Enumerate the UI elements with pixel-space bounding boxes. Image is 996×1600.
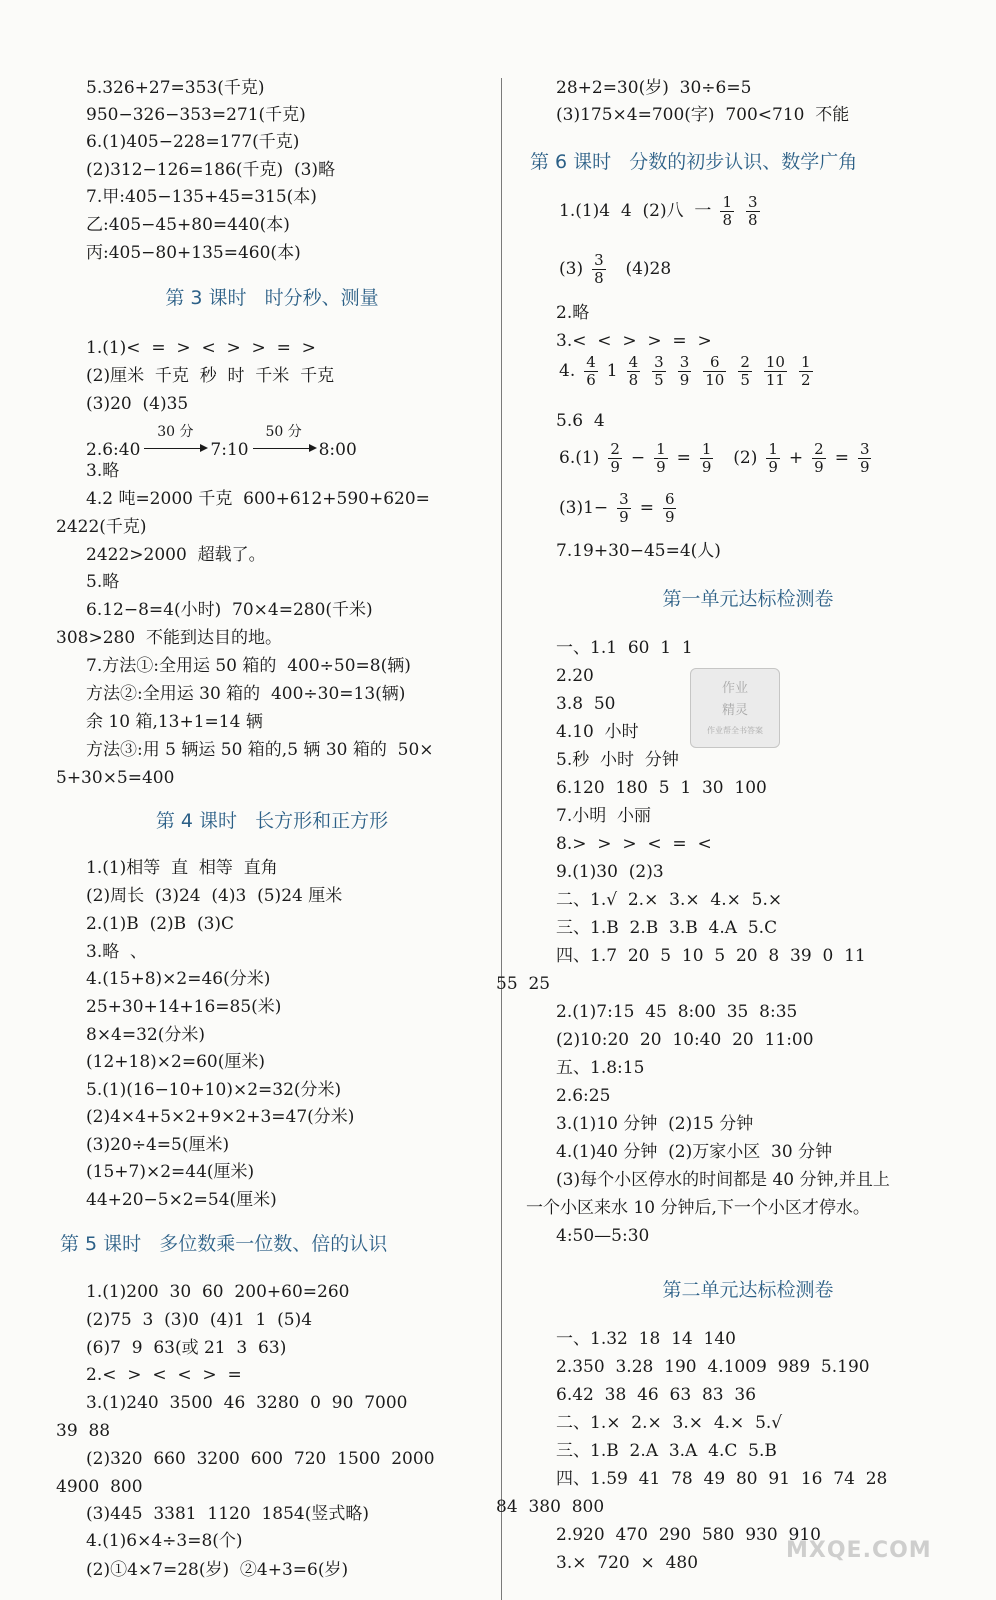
answer-line: 1.(1)< = > < > > = > [86,338,316,358]
answer-line: 3.略 [86,461,120,481]
fraction-numerator: 3 [859,440,870,458]
answer-line: 44+20−5×2=54(厘米) [86,1190,277,1210]
section-heading: 第 5 课时 多位数乘一位数、倍的认识 [60,1233,388,1255]
fraction-denominator: 9 [656,457,666,476]
answer-line: 2.略 [556,303,590,323]
answer-line: 6.(1)405−228=177(千克) [86,132,300,152]
fraction [703,354,726,388]
answer-line: 五、1.8:15 [556,1058,645,1078]
fraction-denominator: 5 [740,370,750,389]
answer-text: (4)28 [614,258,672,279]
answer-line: 308>280 不能到达目的地。 [56,628,282,648]
fraction-denominator: 9 [679,370,690,389]
answer-line-fractions [556,441,877,475]
section-heading: 第 3 课时 时分秒、测量 [165,287,379,309]
fraction [654,441,668,475]
fraction [700,441,714,475]
fraction [764,354,787,388]
answer-line: 6.42 38 46 63 83 36 [556,1385,757,1405]
publisher-stamp [690,668,780,748]
fraction-numerator: 4 [628,353,639,371]
fraction-numerator: 1 [701,440,712,458]
answer-line: 二、1.√ 2.× 3.× 4.× 5.× [556,890,783,910]
fraction-numerator: 1 [768,440,778,458]
answer-line: 一个小区来水 10 分钟后,下一个小区才停水。 [526,1198,870,1218]
fraction-numerator: 3 [619,490,629,508]
answer-line: (3)每个小区停水的时间都是 40 分钟,并且上 [556,1170,890,1190]
fraction [608,441,622,475]
answer-line: 余 10 箱,13+1=14 辆 [86,712,263,732]
answer-line: 四、1.7 20 5 10 5 20 8 39 0 11 [556,946,866,966]
answer-text: = [676,447,691,468]
answer-line: 6.12−8=4(小时) 70×4=280(千米) [86,600,373,620]
fraction-denominator: 9 [619,507,629,526]
answer-line: 28+2=30(岁) 30÷6=5 [556,78,752,98]
fraction-denominator: 8 [594,268,604,287]
answer-line: 2422>2000 超载了。 [86,545,266,565]
answer-line: 3.8 50 [556,694,616,714]
fraction-numerator: 1 [656,440,666,458]
fraction [720,194,734,228]
answer-line: 7.小明 小丽 [556,806,652,826]
answer-line: 4.2 吨=2000 千克 600+612+590+620= [86,489,430,509]
arrow-30-min [142,424,208,455]
answer-line: 方法③:用 5 辆运 50 箱的,5 辆 30 箱的 50× [86,740,434,760]
arrow-label: 30 分 [157,424,194,440]
section-heading: 第 4 课时 长方形和正方形 [155,810,389,832]
fraction-denominator: 9 [814,457,824,476]
fraction [652,354,666,388]
answer-line: 7.甲:405−135+45=315(本) [86,187,317,207]
answer-line: 84 380 800 [496,1497,605,1517]
answer-text: − [630,447,646,468]
fraction-denominator: 9 [664,507,675,526]
fraction-denominator: 10 [705,370,725,389]
answer-line: 2.20 [556,666,594,686]
answer-line: (2)312−126=186(千克) (3)略 [86,160,336,180]
answer-line: 9.(1)30 (2)3 [556,862,664,882]
answer-line: (3)20÷4=5(厘米) [86,1135,230,1155]
stamp-line-1: 作业 [721,681,748,696]
arrow-label: 50 分 [265,424,302,440]
answer-line: 三、1.B 2.A 3.A 4.C 5.B [556,1441,777,1461]
answer-text: 4. [559,360,576,381]
answer-line: 4900 800 [56,1477,143,1497]
answer-line: 4:50—5:30 [556,1226,650,1246]
arrow-shaft [144,448,202,449]
fraction-denominator: 8 [628,370,639,389]
answer-text: (2) [722,447,758,468]
answer-line: 二、1.× 2.× 3.× 4.× 5.√ [556,1413,783,1433]
fraction [766,441,780,475]
section-heading: 第二单元达标检测卷 [662,1279,834,1301]
fraction-denominator: 9 [701,457,712,476]
answer-line: 8×4=32(分米) [86,1025,206,1045]
fraction [592,252,606,286]
answer-line: 4.(1)40 分钟 (2)万家小区 30 分钟 [556,1142,833,1162]
fraction-denominator: 9 [610,457,620,476]
stamp-line-2: 精灵 [721,703,748,718]
fraction [678,354,692,388]
answer-line-fractions [556,194,766,228]
answer-line: 乙:405−45+80=440(本) [86,215,290,235]
answer-line: 5+30×5=400 [56,768,175,788]
fraction [858,441,872,475]
answer-text: 1 [606,360,618,381]
fraction-denominator: 9 [859,457,870,476]
answer-line: 2.6:25 [556,1086,611,1106]
fraction-numerator: 2 [610,440,620,458]
answer-line-fractions [556,252,674,286]
answer-line: (6)7 9 63(或 21 3 63) [86,1338,287,1358]
answer-line: (3)175×4=700(字) 700<710 不能 [556,105,850,125]
fraction [738,354,752,388]
site-watermark: MXQE.COM [786,1538,932,1563]
answer-line: 2.920 470 290 580 930 910 [556,1525,821,1545]
answer-text: + [788,447,804,468]
fraction-denominator: 8 [747,210,758,229]
answer-line: (2)周长 (3)24 (4)3 (5)24 厘米 [86,886,343,906]
answer-line: 5.(1)(16−10+10)×2=32(分米) [86,1080,342,1100]
answer-line: (2)320 660 3200 600 720 1500 2000 [86,1449,435,1469]
fraction [627,354,641,388]
answer-line-fractions [556,354,819,388]
answer-line-fractions [556,491,682,525]
arrow-head-icon [309,444,317,452]
stamp-line-3: 作业帮全书答案 [707,726,763,735]
answer-text: = [834,447,849,468]
answer-line: 55 25 [496,974,551,994]
answer-line: 一、1.32 18 14 140 [556,1329,736,1349]
answer-line: 4.(15+8)×2=46(分米) [86,969,271,989]
time-end: 8:00 [318,440,357,460]
answer-line: (2)10:20 20 10:40 20 11:00 [556,1030,814,1050]
fraction-numerator: 4 [586,353,596,371]
answer-line-time-arrows [86,424,357,460]
fraction-denominator: 9 [768,457,778,476]
answer-line: 方法②:全用运 30 箱的 400÷30=13(辆) [86,684,406,704]
section-heading: 第一单元达标检测卷 [662,588,834,610]
fraction-numerator: 3 [654,353,664,371]
answer-line: 5.326+27=353(千克) [86,78,265,98]
fraction-numerator: 6 [664,490,675,508]
fraction-numerator: 6 [703,354,726,372]
fraction [663,491,677,525]
answer-line: (2)4×4+5×2+9×2+3=47(分米) [86,1107,355,1127]
fraction-numerator: 2 [814,440,824,458]
fraction-denominator: 8 [722,210,732,229]
fraction-numerator: 3 [594,251,604,269]
answer-line: 4.(1)6×4÷3=8(个) [86,1531,243,1551]
fraction-numerator: 10 [765,353,785,371]
answer-line: 2.(1)B (2)B (3)C [86,914,235,934]
answer-text: (3) [559,258,584,279]
fraction-denominator: 5 [654,370,664,389]
answer-line: (3)20 (4)35 [86,394,189,414]
answer-line: 2.(1)7:15 45 8:00 35 8:35 [556,1002,798,1022]
time-start: 2.6:40 [86,440,141,460]
section-heading: 第 6 课时 分数的初步认识、数学广角 [530,151,858,173]
answer-line: 950−326−353=271(千克) [86,105,306,125]
answer-line: 4.10 小时 [556,722,639,742]
answer-line: 8.> > > < = < [556,834,712,854]
answer-line: 39 88 [56,1421,111,1441]
answer-line: 5.6 4 [556,411,605,431]
time-mid: 7:10 [210,440,249,460]
answer-line: 1.(1)200 30 60 200+60=260 [86,1282,350,1302]
answer-line: 3.(1)240 3500 46 3280 0 90 7000 [86,1393,408,1413]
fraction [746,194,760,228]
arrow-50-min [251,424,317,455]
fraction-numerator: 3 [747,193,758,211]
answer-line: 3.× 720 × 480 [556,1553,699,1573]
answer-line: 5.秒 小时 分钟 [556,750,679,770]
arrow-head-icon [200,444,208,452]
answer-line: 7.19+30−45=4(人) [556,541,721,561]
answer-text: 1.(1)4 4 (2)八 一 [559,200,712,221]
column-divider [501,78,502,1600]
fraction-denominator: 6 [586,370,596,389]
fraction [617,491,631,525]
answer-line: 7.方法①:全用运 50 箱的 400÷50=8(辆) [86,656,411,676]
fraction-numerator: 1 [722,193,732,211]
answer-line: 三、1.B 2.B 3.B 4.A 5.C [556,918,778,938]
answer-line: 6.120 180 5 1 30 100 [556,778,767,798]
fraction [812,441,826,475]
answer-line: (2)厘米 千克 秒 时 千米 千克 [86,366,335,386]
answer-text: (3)1− [559,497,609,518]
fraction-denominator: 11 [765,370,785,389]
arrow-shaft [253,448,311,449]
answer-line: 2.< > < < > = [86,1365,242,1385]
answer-line: 丙:405−80+135=460(本) [86,243,301,263]
answer-line: 1.(1)相等 直 相等 直角 [86,858,278,878]
answer-line: 25+30+14+16=85(米) [86,997,282,1017]
answer-line: 2422(千克) [56,517,147,537]
fraction-denominator: 2 [800,370,811,389]
fraction-numerator: 2 [740,353,750,371]
answer-line: 3.(1)10 分钟 (2)15 分钟 [556,1114,754,1134]
fraction [799,354,813,388]
answer-line: 一、1.1 60 1 1 [556,638,693,658]
fraction [584,354,598,388]
answer-line: 3.< < > > = > [556,331,712,351]
fraction-numerator: 1 [800,353,811,371]
answer-line: (15+7)×2=44(厘米) [86,1162,255,1182]
fraction-numerator: 3 [679,353,690,371]
answer-line: 3.略 、 [86,942,148,962]
answer-line: (3)445 3381 1120 1854(竖式略) [86,1504,370,1524]
answer-text: = [639,497,654,518]
answer-line: 四、1.59 41 78 49 80 91 16 74 28 [556,1469,888,1489]
answer-line: (12+18)×2=60(厘米) [86,1052,265,1072]
answer-text: 6.(1) [559,447,600,468]
answer-line: 2.350 3.28 190 4.1009 989 5.190 [556,1357,870,1377]
answer-line: 5.略 [86,572,120,592]
answer-line: (2)75 3 (3)0 (4)1 1 (5)4 [86,1310,313,1330]
answer-line: (2)①4×7=28(岁) ②4+3=6(岁) [86,1560,349,1580]
